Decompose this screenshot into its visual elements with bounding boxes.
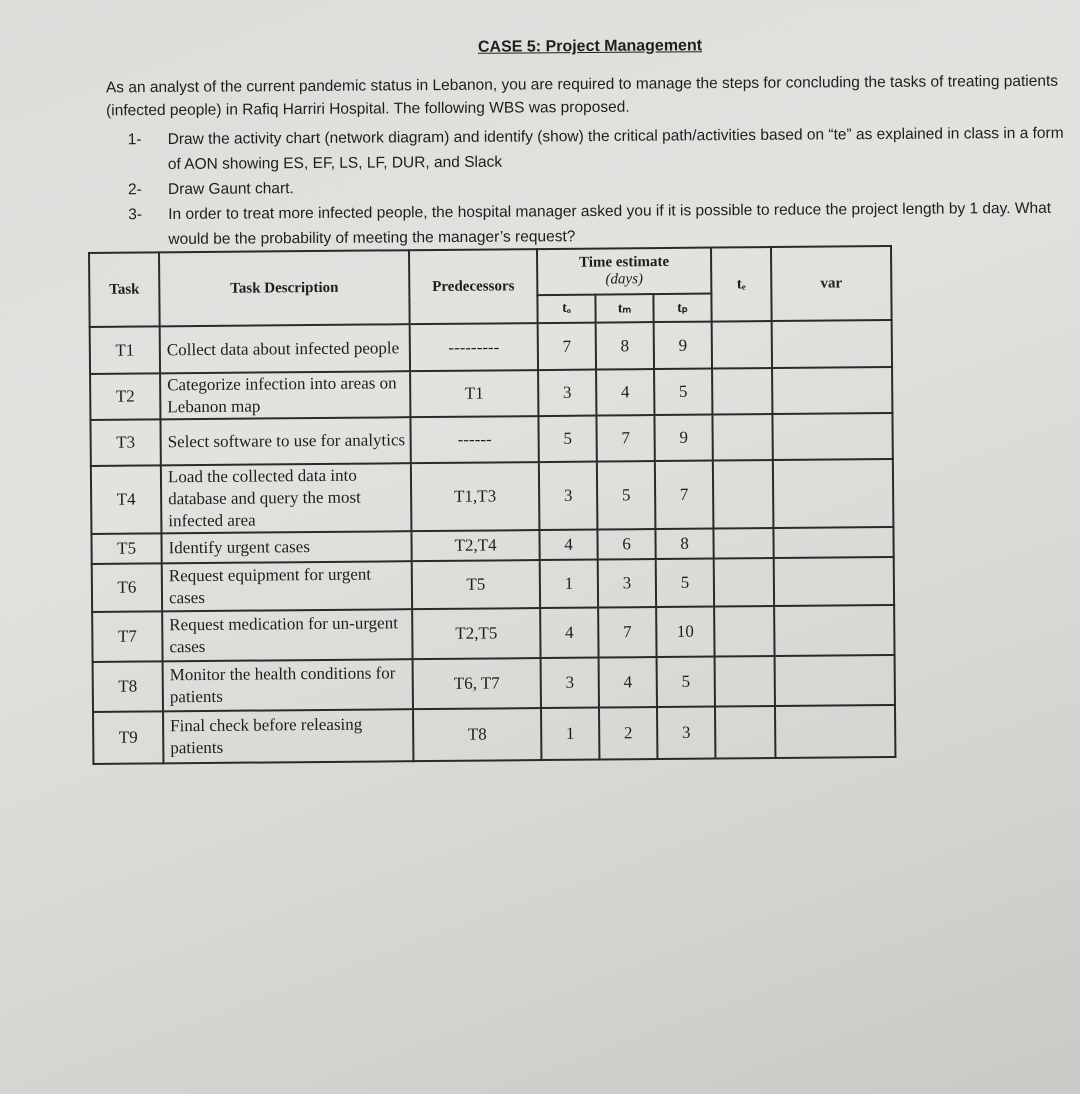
task-te-cell[interactable]	[712, 321, 772, 369]
task-var-cell[interactable]	[774, 557, 894, 606]
time-estimate-label: Time estimate	[578, 253, 670, 271]
task-to: 1	[540, 560, 598, 609]
table-row	[90, 413, 892, 466]
table-row	[91, 459, 894, 534]
header-to: tₒ	[537, 295, 595, 324]
task-id: T1	[90, 326, 160, 374]
task-tp: 8	[655, 529, 713, 560]
header-predecessors: Predecessors	[409, 249, 538, 324]
header-tp: tₚ	[653, 294, 711, 323]
task-tp: 5	[656, 559, 714, 608]
table-row	[90, 320, 892, 374]
task-predecessors: T6, T7	[413, 658, 541, 709]
table-row	[93, 655, 895, 712]
task-tp: 5	[654, 369, 712, 416]
task-id: T2	[90, 373, 160, 420]
task-description: Collect data about infected people	[160, 324, 410, 373]
task-predecessors: T1,T3	[411, 462, 540, 531]
table-row	[90, 367, 892, 420]
task-description: Monitor the health conditions for patients	[163, 659, 413, 711]
table-row	[92, 557, 894, 612]
task-tm: 8	[596, 322, 654, 370]
task-to: 3	[539, 462, 598, 531]
task-var-cell[interactable]	[772, 320, 892, 368]
task-te-cell[interactable]	[713, 460, 774, 529]
task-te-cell[interactable]	[712, 368, 772, 415]
task-te-cell[interactable]	[715, 706, 775, 759]
question-list	[128, 121, 1069, 253]
header-task: Task	[89, 252, 160, 327]
task-tm: 7	[598, 607, 656, 658]
task-var-cell[interactable]	[775, 655, 895, 706]
task-predecessors: ---------	[410, 323, 538, 371]
task-te-cell[interactable]	[714, 558, 774, 607]
header-description: Task Description	[159, 250, 410, 326]
task-tm: 7	[596, 415, 654, 462]
task-tp: 10	[656, 607, 714, 658]
task-id: T9	[93, 711, 163, 764]
task-te-cell[interactable]	[712, 414, 772, 461]
page-title: CASE 5: Project Management	[477, 37, 703, 56]
question-3	[128, 196, 1068, 253]
task-tp: 7	[655, 461, 714, 530]
task-id: T5	[91, 533, 161, 564]
task-predecessors: T5	[412, 560, 540, 609]
task-predecessors: T1	[410, 370, 538, 417]
task-tm: 3	[598, 559, 656, 608]
task-description: Select software to use for analytics	[160, 417, 410, 465]
days-label: (days)	[605, 271, 644, 288]
task-id: T3	[90, 419, 160, 466]
task-to: 3	[538, 370, 596, 417]
task-predecessors: T8	[413, 708, 541, 761]
task-tp: 5	[657, 657, 715, 708]
task-var-cell[interactable]	[773, 459, 894, 528]
task-to: 5	[538, 416, 596, 463]
task-tm: 5	[597, 461, 656, 530]
question-number: 3-	[128, 206, 143, 224]
task-tp: 9	[654, 322, 712, 370]
task-description: Identify urgent cases	[161, 531, 411, 563]
question-text: Draw the activity chart (network diagram) and identify (show) the critical path/activities based on “te” as explained in class in a form of AON showing ES, EF, LS, LF, DUR, and Slack	[167, 124, 1064, 174]
task-te-cell[interactable]	[715, 656, 775, 707]
question-text: In order to treat more infected people, the hospital manager asked you if it is possible to reduce the project length by 1 day. What would be the probability of meeting the manager’s request?	[168, 199, 1052, 249]
task-to: 1	[541, 708, 599, 761]
header-var: var	[771, 246, 892, 321]
task-description: Final check before releasing patients	[163, 709, 413, 763]
task-to: 7	[538, 323, 596, 371]
question-text: Draw Gaunt chart.	[167, 180, 294, 199]
task-id: T7	[92, 611, 162, 662]
question-number: 1-	[127, 131, 142, 149]
task-var-cell[interactable]	[773, 527, 893, 558]
header-te: tₑ	[711, 247, 772, 322]
header-tm: tₘ	[595, 294, 653, 323]
task-predecessors: T2,T5	[412, 608, 540, 659]
task-tm: 2	[599, 707, 657, 760]
header-time-estimate	[537, 248, 711, 296]
task-var-cell[interactable]	[775, 705, 895, 758]
task-tm: 6	[597, 529, 655, 560]
task-predecessors: T2,T4	[411, 530, 539, 561]
task-id: T8	[93, 661, 163, 712]
task-to: 4	[540, 608, 598, 659]
task-tm: 4	[596, 369, 654, 416]
task-to: 4	[539, 530, 597, 561]
wbs-table	[88, 245, 896, 765]
task-description: Request equipment for urgent cases	[162, 561, 412, 611]
table-row	[93, 705, 895, 764]
task-var-cell[interactable]	[772, 367, 892, 414]
task-var-cell[interactable]	[774, 605, 894, 656]
task-te-cell[interactable]	[713, 528, 773, 559]
task-te-cell[interactable]	[714, 606, 774, 657]
task-var-cell[interactable]	[772, 413, 892, 460]
intro-paragraph: As an analyst of the current pandemic status in Lebanon, you are required to manage the steps for concluding the tasks of treating patients (infected people) in Rafiq Harriri Hospital. The following WBS was proposed.	[105, 72, 1059, 120]
task-tm: 4	[599, 657, 657, 708]
table-row	[92, 605, 894, 662]
task-tp: 3	[657, 707, 715, 760]
task-description: Request medication for un-urgent cases	[162, 609, 412, 661]
task-tp: 9	[654, 415, 712, 462]
task-to: 3	[541, 658, 599, 709]
task-predecessors: ------	[410, 416, 538, 463]
task-description: Categorize infection into areas on Lebanon map	[160, 371, 410, 419]
task-id: T6	[92, 563, 162, 612]
task-description: Load the collected data into database and query the most infected area	[161, 463, 412, 533]
question-number: 2-	[127, 181, 142, 199]
task-id: T4	[91, 465, 162, 534]
question-1	[128, 121, 1068, 178]
